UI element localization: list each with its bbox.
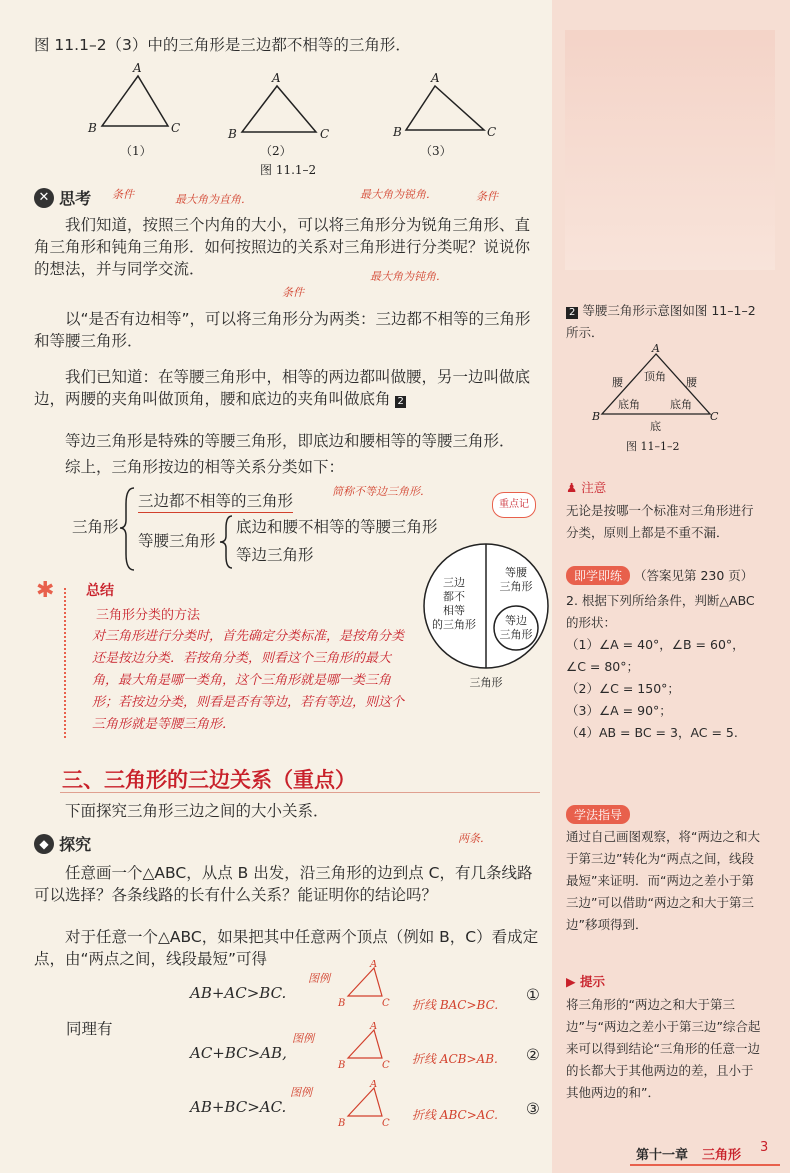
intro-line: 图 11.1–2（3）中的三角形是三边都不相等的三角形． bbox=[34, 36, 411, 54]
svg-text:A: A bbox=[652, 344, 660, 355]
sidebar-note-2 bbox=[566, 300, 766, 344]
explore-para-1: 任意画一个△ABC，从点 B 出发，沿三角形的边到点 C，有几条线路可以选择？各条线路的长有什么关系？能证明你的结论吗？ bbox=[34, 864, 533, 904]
section-title: 三、三角形的三边关系（重点） bbox=[62, 768, 356, 792]
explore-icon: ◆ bbox=[34, 834, 54, 854]
practice-question: 2. 根据下列所给条件，判断△ABC 的形状： bbox=[566, 593, 755, 630]
practice-item-1: （1）∠A = 40°，∠B = 60°，∠C = 80°； bbox=[566, 637, 745, 674]
note-two-routes: 两条． bbox=[458, 832, 491, 845]
svg-text:底: 底 bbox=[650, 420, 661, 433]
practice-label: 即学即练 bbox=[566, 566, 630, 585]
think-para-4: 等边三角形是特殊的等腰三角形，即底边和腰相等的等腰三角形． bbox=[65, 432, 515, 450]
explore-para-2: 对于任意一个△ABC，如果把其中任意两个顶点（例如 B，C）看成定点，由“两点之间，线段最短”可得 bbox=[34, 928, 539, 968]
inequality-1-tag: 图例 bbox=[308, 972, 330, 985]
summary-body: 对三角形进行分类时，首先确定分类标准，是按角分类还是按边分类．若按角分类，则看这个三角形的最大角，最大角是哪一类角，这个三角形就是哪一类三角形；若按边分类，则看是否有等边，若有等边，则这个三角形就是等腰三角形． bbox=[92, 629, 405, 732]
think-para-3 bbox=[34, 366, 544, 410]
tip-label: 提示 bbox=[579, 974, 605, 989]
inequality-1-number: ① bbox=[526, 986, 540, 1004]
svg-text:C: C bbox=[171, 121, 181, 135]
sidebar-faded-header bbox=[565, 30, 775, 270]
svg-text:C: C bbox=[710, 410, 719, 423]
svg-text:图 11–1–2: 图 11–1–2 bbox=[626, 440, 680, 453]
svg-text:相等: 相等 bbox=[443, 604, 465, 617]
explore-heading bbox=[34, 832, 91, 855]
class-leaf-2: 等边三角形 bbox=[236, 546, 314, 564]
badge-key-point: 重点记 bbox=[492, 492, 536, 518]
note-acute-angle: 最大角为锐角． bbox=[360, 188, 437, 201]
inequality-2-expr: AC+BC>AB, bbox=[190, 1044, 287, 1062]
svg-text:腰: 腰 bbox=[686, 376, 697, 389]
svg-text:三角形: 三角形 bbox=[499, 580, 533, 593]
svg-text:A: A bbox=[370, 1080, 378, 1090]
footer-chapter: 第十一章 bbox=[636, 1148, 689, 1163]
note-scalene: 简称不等边三角形． bbox=[332, 485, 431, 498]
svg-text:C: C bbox=[320, 127, 330, 141]
attention-icon: ♟ bbox=[566, 480, 578, 495]
explore-label: 探究 bbox=[59, 835, 92, 854]
figure-top bbox=[80, 60, 510, 180]
svg-text:（2）: （2） bbox=[260, 144, 292, 158]
think-para-2: 以“是否有边相等”，可以将三角形分为两类：三边都不相等的三角形和等腰三角形． bbox=[34, 310, 531, 350]
section-title-rule bbox=[60, 792, 540, 793]
summary-label: 总结 bbox=[86, 583, 114, 599]
practice-item-4: （4）AB = BC = 3，AC = 5. bbox=[566, 725, 738, 740]
think-label: 思考 bbox=[59, 189, 92, 208]
svg-text:C: C bbox=[487, 125, 497, 139]
inequality-3-expr: AB+BC>AC. bbox=[190, 1098, 287, 1116]
inequality-2-number: ② bbox=[526, 1046, 540, 1064]
attention-label: 注意 bbox=[581, 480, 607, 495]
svg-text:A: A bbox=[431, 71, 440, 85]
inequality-3-triangle bbox=[336, 1080, 396, 1130]
footnote-ref-2: 2 bbox=[397, 396, 404, 407]
svg-text:B: B bbox=[338, 1118, 346, 1129]
svg-text:等边: 等边 bbox=[505, 614, 527, 627]
svg-text:A: A bbox=[133, 61, 142, 75]
inequality-1-expr: AB+AC>BC. bbox=[190, 984, 287, 1002]
inequality-3-tag: 图例 bbox=[290, 1086, 312, 1099]
note-obtuse-angle: 最大角为钝角． bbox=[370, 270, 447, 283]
svg-text:（3）: （3） bbox=[420, 144, 452, 158]
sidebar-note-2-text: 等腰三角形示意图如图 11–1–2 所示． bbox=[566, 303, 756, 340]
svg-text:顶角: 顶角 bbox=[644, 370, 666, 383]
practice-item-3: （3）∠A = 90°； bbox=[566, 703, 672, 718]
svg-text:B: B bbox=[228, 127, 237, 141]
svg-text:三角形: 三角形 bbox=[499, 628, 533, 641]
inequality-2-tag: 图例 bbox=[292, 1032, 314, 1045]
tip-heading bbox=[566, 972, 605, 990]
practice-heading bbox=[566, 566, 753, 585]
svg-text:底角: 底角 bbox=[618, 398, 640, 411]
method-heading bbox=[566, 804, 630, 824]
summary-divider bbox=[64, 588, 68, 738]
venn-diagram bbox=[416, 540, 556, 690]
tip-icon: ▶ bbox=[566, 974, 576, 989]
inequality-2-note: 折线 ACB>AB. bbox=[412, 1052, 498, 1066]
svg-text:B: B bbox=[338, 1060, 346, 1071]
footer-page-number: 3 bbox=[760, 1140, 769, 1155]
attention-text: 无论是按哪一个标准对三角形进行分类，原则上都是不重不漏． bbox=[566, 503, 754, 540]
tip-text: 将三角形的“两边之和大于第三边”与“两边之差小于第三边”综合起来可以得到结论“三角形的任意一边的长都大于其他两边的差，且小于其他两边的和”． bbox=[566, 997, 761, 1100]
svg-text:都不: 都不 bbox=[443, 590, 465, 603]
svg-text:A: A bbox=[370, 960, 378, 970]
attention-heading bbox=[566, 478, 606, 496]
think-icon: ✕ bbox=[34, 188, 54, 208]
practice-ref: （答案见第 230 页） bbox=[634, 568, 754, 583]
note-condition-2: 条件 bbox=[476, 190, 498, 203]
svg-text:B: B bbox=[592, 410, 601, 423]
same-line: 同理有 bbox=[66, 1020, 113, 1038]
svg-text:三边: 三边 bbox=[443, 576, 465, 589]
svg-text:C: C bbox=[382, 998, 390, 1009]
svg-text:腰: 腰 bbox=[612, 376, 623, 389]
svg-text:A: A bbox=[272, 71, 281, 85]
svg-text:C: C bbox=[382, 1118, 390, 1129]
method-label: 学法指导 bbox=[566, 805, 630, 824]
think-para-3-text: 我们已知道：在等腰三角形中，相等的两边都叫做腰，另一边叫做底边，两腰的夹角叫做顶角，腰和底边的夹角叫做底角 bbox=[34, 368, 531, 408]
sidebar-isosceles-figure bbox=[590, 344, 720, 454]
think-para-5: 综上，三角形按边的相等关系分类如下： bbox=[65, 458, 345, 476]
svg-text:三角形: 三角形 bbox=[469, 676, 503, 689]
class-root: 三角形 bbox=[72, 518, 119, 536]
svg-text:B: B bbox=[393, 125, 402, 139]
sidebar-note-2-num: 2 bbox=[566, 307, 578, 319]
note-condition-3: 条件 bbox=[282, 286, 304, 299]
inequality-3-number: ③ bbox=[526, 1100, 540, 1118]
svg-text:图 11.1–2: 图 11.1–2 bbox=[260, 163, 317, 177]
inequality-3-note: 折线 ABC>AC. bbox=[412, 1108, 498, 1122]
note-condition-1: 条件 bbox=[112, 188, 134, 201]
svg-text:A: A bbox=[370, 1022, 378, 1032]
inequality-1-note: 折线 BAC>BC. bbox=[412, 998, 499, 1012]
footer-topic: 三角形 bbox=[702, 1148, 742, 1163]
inequality-1-triangle bbox=[336, 960, 396, 1010]
inequality-2-triangle bbox=[336, 1022, 396, 1072]
svg-text:等腰: 等腰 bbox=[505, 566, 527, 579]
think-heading bbox=[34, 186, 91, 210]
class-branch-1: 三边都不相等的三角形 bbox=[138, 490, 293, 513]
svg-text:C: C bbox=[382, 1060, 390, 1071]
svg-text:（1）: （1） bbox=[120, 144, 152, 158]
summary-icon: ✱ bbox=[36, 578, 55, 603]
svg-text:底角: 底角 bbox=[670, 398, 692, 411]
note-right-angle: 最大角为直角． bbox=[175, 193, 252, 206]
practice-item-2: （2）∠C = 150°； bbox=[566, 681, 680, 696]
footer-rule bbox=[630, 1164, 780, 1166]
class-branch-2: 等腰三角形 bbox=[138, 532, 216, 550]
method-text: 通过自己画图观察，将“两边之和大于第三边”转化为“两点之间，线段最短”来证明．而“两边之差小于第三边”可以借助“两边之和大于第三边”移项得到． bbox=[566, 829, 760, 932]
summary-box bbox=[34, 578, 406, 742]
svg-text:的三角形: 的三角形 bbox=[432, 618, 476, 631]
think-para-1: 我们知道，按照三个内角的大小，可以将三角形分为锐角三角形、直角三角形和钝角三角形．如何按照边的关系对三角形进行分类呢？说说你的想法，并与同学交流． bbox=[34, 216, 531, 278]
summary-subtitle: 三角形分类的方法 bbox=[96, 608, 201, 623]
svg-text:B: B bbox=[88, 121, 97, 135]
class-leaf-1: 底边和腰不相等的等腰三角形 bbox=[236, 518, 438, 536]
section-intro: 下面探究三角形三边之间的大小关系． bbox=[65, 802, 329, 820]
svg-text:B: B bbox=[338, 998, 346, 1009]
